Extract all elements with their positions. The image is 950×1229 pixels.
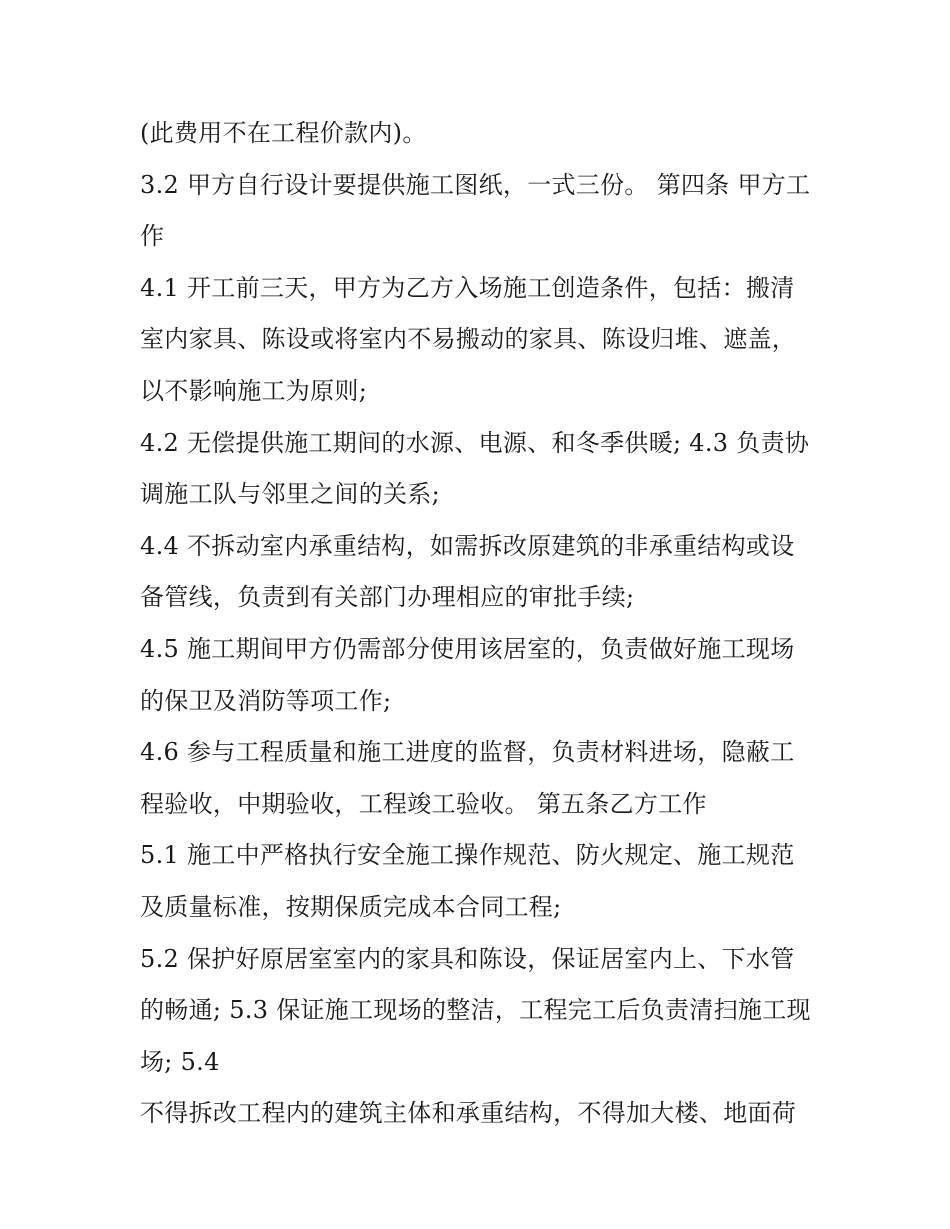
text-line: 5.1 施工中严格执行安全施工操作规范、防火规定、施工规范	[140, 841, 795, 870]
text-line: 调施工队与邻里之间的关系;	[140, 480, 440, 509]
text-line: (此费用不在工程价款内)。	[140, 119, 427, 147]
text-line: 4.4 不拆动室内承重结构，如需拆改原建筑的非承重结构或设	[140, 531, 795, 560]
text-line: 3.2 甲方自行设计要提供施工图纸，一式三份。 第四条 甲方工	[140, 170, 811, 199]
document-body-text	[140, 108, 820, 1140]
text-line: 场; 5.4	[140, 1047, 220, 1076]
text-line: 4.5 施工期间甲方仍需部分使用该居室的，负责做好施工现场	[140, 634, 795, 663]
text-line: 作	[140, 222, 165, 251]
text-line: 4.2 无偿提供施工期间的水源、电源、和冬季供暖; 4.3 负责协	[140, 428, 810, 457]
text-line: 4.6 参与工程质量和施工进度的监督，负责材料进场，隐蔽工	[140, 738, 795, 767]
text-line: 4.1 开工前三天，甲方为乙方入场施工创造条件，包括：搬清	[140, 273, 795, 302]
text-line: 及质量标准，按期保质完成本合同工程;	[140, 892, 562, 921]
text-line: 备管线，负责到有关部门办理相应的审批手续;	[140, 583, 635, 612]
text-line: 以不影响施工为原则;	[140, 376, 368, 405]
text-line: 的保卫及消防等项工作;	[140, 686, 392, 715]
text-line: 不得拆改工程内的建筑主体和承重结构，不得加大楼、地面荷	[140, 1099, 797, 1128]
text-line: 的畅通; 5.3 保证施工现场的整洁，工程完工后负责清扫施工现	[140, 996, 811, 1025]
text-line: 室内家具、陈设或将室内不易搬动的家具、陈设归堆、遮盖，	[140, 325, 797, 354]
text-line: 程验收，中期验收，工程竣工验收。 第五条乙方工作	[140, 789, 707, 818]
text-line: 5.2 保护好原居室室内的家具和陈设，保证居室内上、下水管	[140, 944, 795, 973]
